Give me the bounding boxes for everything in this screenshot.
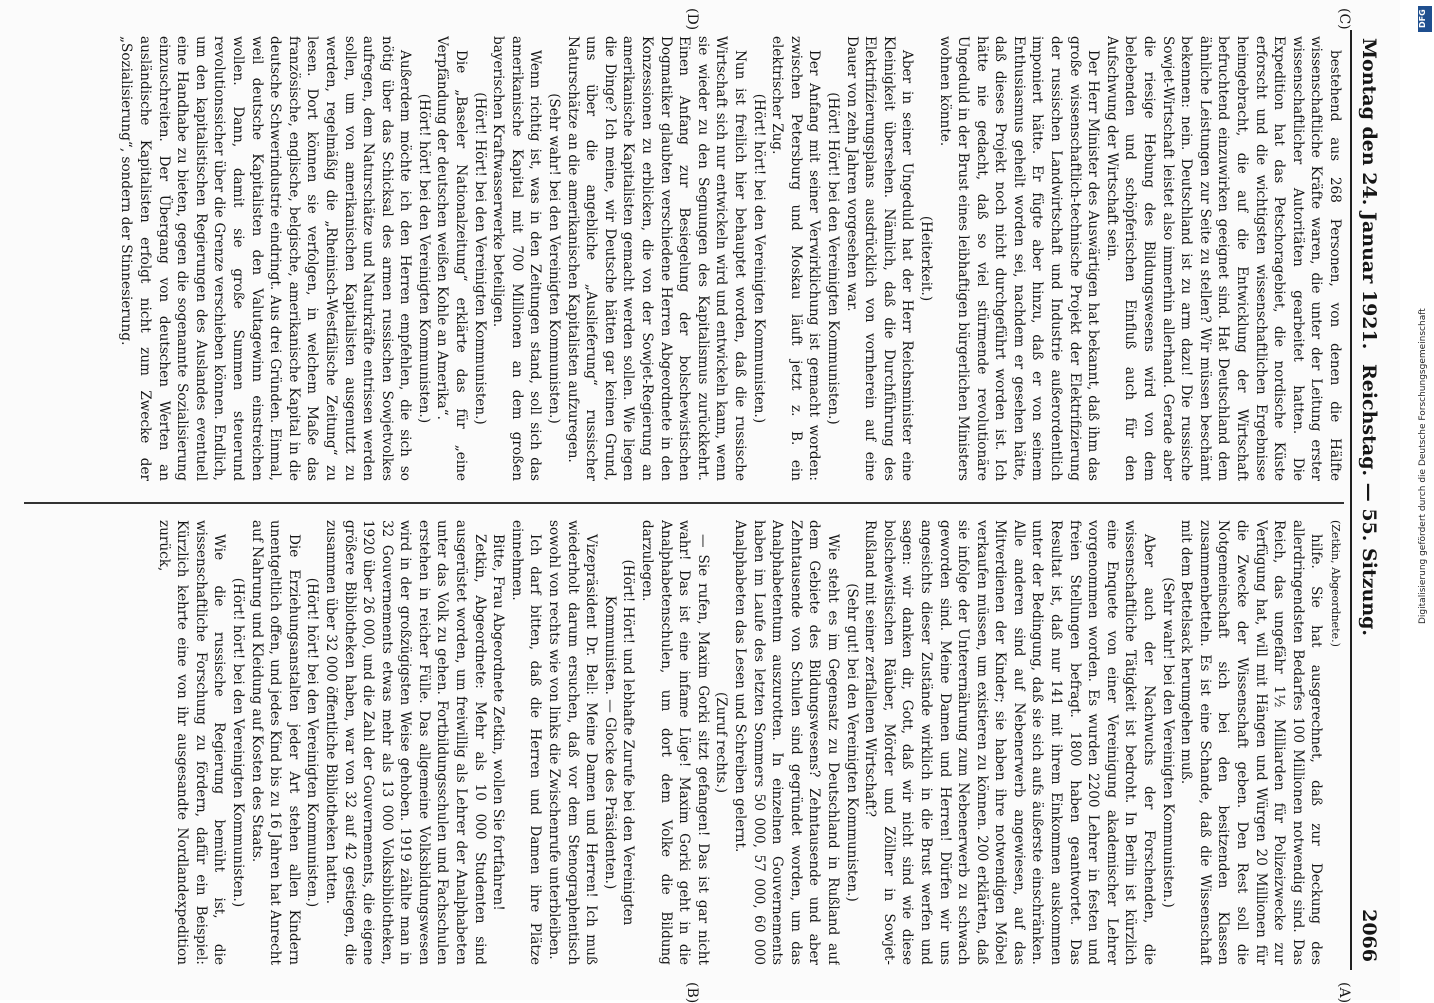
paragraph: Zetkin, Abgeordnete: Mehr als 10 000 Studenten sind ausgerüstet worden, um freiwillig als Lehrer der Analphabeten unter das Volk zu gehen. Fortbildungsschulen und Fachschulen erstehen in reicher Fülle. Das allgemeine Volksbildungswesen wird in der großzügigsten Weise gehoben. 1919 zählte man in 32 Gouvernements etwas mehr als 13 000 Volksbibliotheken, 1920 über 26 000, und die Zahl der Gouvernements, die eigene größere Bibliotheken haben, war von 32 auf 42 gestiegen, die zusammen über 32 000 öffentliche Bibliotheken hatten. xyxy=(322,520,488,965)
right-column-body xyxy=(117,36,1344,481)
paragraph: (Hört! hört! bei den Vereinigten Kommunisten.) xyxy=(415,93,432,424)
paragraph: (Zuruf rechts.) xyxy=(713,691,730,794)
paragraph: (Hört! hört! bei den Vereinigten Kommunisten.) xyxy=(304,577,321,908)
paragraph: Der Anfang mit seiner Verwirklichung ist gemacht worden: zwischen Petersburg und Moskau läuft jetzt z. B. ein elektrischer Zug. xyxy=(769,36,823,481)
page-number: 2066 xyxy=(1358,909,1380,962)
paragraph: (Sehr wahr! bei den Vereinigten Kommunisten.) xyxy=(546,93,563,424)
paragraph: Nun ist freilich hier behauptet worden, daß die russische Wirtschaft sich nur entwickeln wird und entwickeln kann, wenn sie wieder zu den Segnungen des Kapitalismus zurückkehrt. Einen Anfang zur Besiegelung der bolschewistischen Dogmatiker glaubten verschiedene Herren Abgeordnete in den Konzessionen zu erblicken, die von der Sowjet-Regierung an amerikanische Kapitalisten gemacht werden sollen. Wie liegen die Dinge? Ich meine, wir Deutsche hätten gar keinen Grund, uns über die angebliche „Auslieferung“ russischer Naturschätze an die amerikanischen Kapitalisten aufzuregen. xyxy=(564,36,748,481)
paragraph: Außerdem möchte ich den Herren empfehlen, die sich so nötig über das Schicksal des armen russischen Sowjetvolkes aufregen, dem Naturschätze und Naturkräfte entrissen werden sollen, um von amerikanischen Kapitalisten ausgenutzt zu werden, regelmäßig die „Rheinisch-Westfälische Zeitung“ zu lesen. Dort können sie verfolgen, in welchem Maße das französische, englische, belgische, amerikanische Kapital in die deutsche Schwerindustrie eindringt. Aus drei Gründen. Einmal, weil deutsche Kapitalisten den Valutagewinn einstreichen wollen. Dann, damit sie große Summen steuerund revolutionssicher über die Grenze verschieben können. Endlich, um den kapitalistischen Regierungen des Auslandes eventuell eine Handhabe zu bieten, gegen die sogenannte Sozialisierung einzuschreiten. Der Übergang von deutschen Werten an ausländische Kapitalisten erfolgt nicht zum Zwecke der „Sozialisierung“, sondern der Stinnesierung. xyxy=(118,36,414,481)
session-heading: Reichstag. — 55. Sitzung. xyxy=(1358,363,1380,637)
paragraph: Ich darf bitten, daß die Herren und Damen ihre Plätze einnehmen. xyxy=(508,520,544,965)
right-text-column xyxy=(24,36,1344,481)
paragraph: Bitte, Frau Abgeordnete Zetkin, wollen Sie fortfahren! xyxy=(490,534,507,911)
paragraph: (Hört! hört! bei den Vereinigten Kommunisten.) xyxy=(229,577,246,908)
left-column-body xyxy=(154,520,1325,965)
paragraph: Die Erziehungsanstalten jeder Art stehen allen Kindern unentgeltlich offen, und jedes Kind bis zu 16 Jahren hat Anrecht auf Nahrung und Kleidung auf Kosten des Staats. xyxy=(248,520,302,965)
paragraph: (Sehr wahr! bei den Vereinigten Kommunisten.) xyxy=(1159,577,1176,908)
paragraph: (Sehr gut! bei den Vereinigten Kommunisten.) xyxy=(843,583,860,902)
funding-note: Digitalisierung gefördert durch die Deutsche Forschungsgemeinschaft xyxy=(1418,308,1428,624)
margin-marker-a: (A) xyxy=(1336,982,1352,1003)
paragraph: hilfe. Sie hat ausgerechnet, daß zur Deckung des allerdringendsten Bedarfes 100 Millionen notwendig sind. Das Reich, das ungefähr 1½ Milliarden für Polizeizwecke zur Verfügung hat, will mit Hängen und Würgen 20 Millionen für die Zwecke der Wissenschaft geben. Den Rest soll die Notgemeinschaft sich bei den besitzenden Klassen zusammenbetteln. Es ist eine Schande, daß die Wissenschaft mit dem Bettelsack herumgehen muß. xyxy=(1178,520,1325,965)
paragraph: bestehend aus 268 Personen, von denen die Hälfte wissenschaftliche Kräfte waren, die unter der Leitung erster wissenschaftlicher Autoritäten gearbeitet hatten. Die Expedition hat das Petschoragebiet, die nordische Küste erforscht und die wichtigsten wissenschaftlichen Ergebnisse heimgebracht, die auf die Entwicklung der Wirtschaft befruchtend einzuwirken geeignet sind. Hat Deutschland dem ähnliche Leistungen zur Seite zu stellen? Wir müssen beschämt bekennen: nein. Deutschland ist zu arm dazu! Die russische Sowjet-Wirtschaft leistet also immerhin allerhand. Gerade aber die riesige Hebung des Bildungswesens wird von dem belebenden und schöpferischen Einfluß auch für den Aufschwung der Wirtschaft sein. xyxy=(1103,36,1343,481)
paragraph: (Heiterkeit.) xyxy=(917,215,934,302)
dfg-logo: DFG xyxy=(1418,6,1432,32)
paragraph: Aber auch der Nachwuchs der Forschenden, die wissenschaftliche Tätigkeit ist bedroht. In Berlin ist kürzlich eine Enquete von einer Vereinigung akademischer Lehrer vorgenommen worden. Es wurden 2200 Lehrer in festen und freien Stellungen befragt. 1800 haben geantwortet. Das Resultat ist, daß nur 141 mit ihrem Einkommen auskommen unter der Bedingung, daß sie sich aufs äußerste einschränken. Alle anderen sind auf Nebenerwerb angewiesen, auf das Mitverdienen der Kinder; sie haben ihre notwendigen Möbel verkaufen müssen, um existieren zu können. 200 erklärten, daß sie infolge der Unterernährung zum Nebenerwerb zu schwach geworden sind. Meine Damen und Herren! Dürfen wir uns angesichts dieser Zustände wirklich in die Brust werfen und sagen: wir danken dir, Gott, daß wir nicht sind wie diese bolschewistischen Räuber, Mörder und Zöllner in Sowjet-Rußland mit seiner zerfallenen Wirtschaft? xyxy=(862,520,1158,965)
column-divider xyxy=(24,502,1344,504)
paragraph: Die „Baseler Nationalzeitung“ erklärte das für „eine Verpfändung der deutschen weißen Kohle an Amerika“. xyxy=(434,36,470,481)
left-text-column xyxy=(24,520,1344,965)
paragraph: (Hört! Hört! bei den Vereinigten Kommunisten.) xyxy=(824,92,841,425)
paragraph: (Hört! Hört! und lebhafte Zurufe bei den Vereinigten Kommunisten. — Glocke des Präsidenten.) xyxy=(601,559,637,926)
paragraph: (Hört! hört! bei den Vereinigten Kommunisten.) xyxy=(750,93,767,424)
paragraph: Wenn richtig ist, was in den Zeitungen stand, soll sich das amerikanische Kapital mit 700 Millionen an dem großen bayerischen Kraftwasserwerke beteiligen. xyxy=(490,36,544,481)
paragraph: Wie steht es im Gegensatz zu Deutschland in Rußland auf dem Gebiete des Bildungswesens? Zehntausende und aber Zehntausende von Schulen sind gegründet worden, um das Analphabetentum auszurotten. In einzelnen Gouvernements haben im Laufe des letzten Sommers 50 000, 57 000, 60 000 Analphabeten das Lesen und Schreiben gelernt. xyxy=(732,520,841,965)
running-head xyxy=(1350,30,1382,970)
paragraph: Aber in seiner Ungeduld hat der Herr Reichsminister eine Kleinigkeit übersehen. Nämlich, daß die Durchführung des Elektrifizierungsplans ausdrücklich von vornherein auf eine Dauer von zehn Jahren vorgesehen war. xyxy=(843,36,916,481)
date-heading: Montag den 24. Januar 1921. xyxy=(1358,38,1380,350)
paragraph: Vizepräsident Dr. Bell: Meine Damen und Herren! Ich muß wiederholt darum ersuchen, daß vor dem Stenographentisch sowohl von rechts wie von links die Zwischenrufe unterbleiben. xyxy=(546,520,600,965)
margin-marker-d: (D) xyxy=(684,8,700,31)
paragraph: Der Herr Minister des Auswärtigen hat bekannt, daß ihm das große wissenschaftlich-technische Projekt der Elektrifizierung der russischen Landwirtschaft und Industrie außerordentlich imponiert hätte. Er fügte aber hinzu, daß er von seinem Enthusiasmus geheilt worden sei, nachdem er gesehen hätte, daß dieses Projekt noch nicht durchgeführt worden ist. Ich hätte nie gedacht, daß so viel stürmende revolutionäre Ungeduld in der Brust eines leibhaftigen bürgerlichen Ministers wohnen könnte. xyxy=(936,36,1102,481)
margin-marker-c: (C) xyxy=(1336,8,1352,30)
paragraph: (Hört! Hört! bei den Vereinigten Kommunisten.) xyxy=(471,92,488,425)
paragraph: Wie die russische Regierung bemüht ist, die wissenschaftliche Forschung zu fördern, dafür ein Beispiel: Kürzlich kehrte eine von ihr ausgesandte Nordlandexpedition zurück, xyxy=(155,520,228,965)
speaker-continuation: (Zetkin, Abgeordnete.) xyxy=(1329,520,1342,647)
paragraph: — Sie rufen, Maxim Gorki sitzt gefangen! Das ist gar nicht wahr! Das ist eine infame Lüge! Maxim Gorki geht in die Analphabetenschulen, um dort dem Volke die Bildung darzulegen. xyxy=(639,520,711,965)
margin-marker-b: (B) xyxy=(684,982,700,1003)
